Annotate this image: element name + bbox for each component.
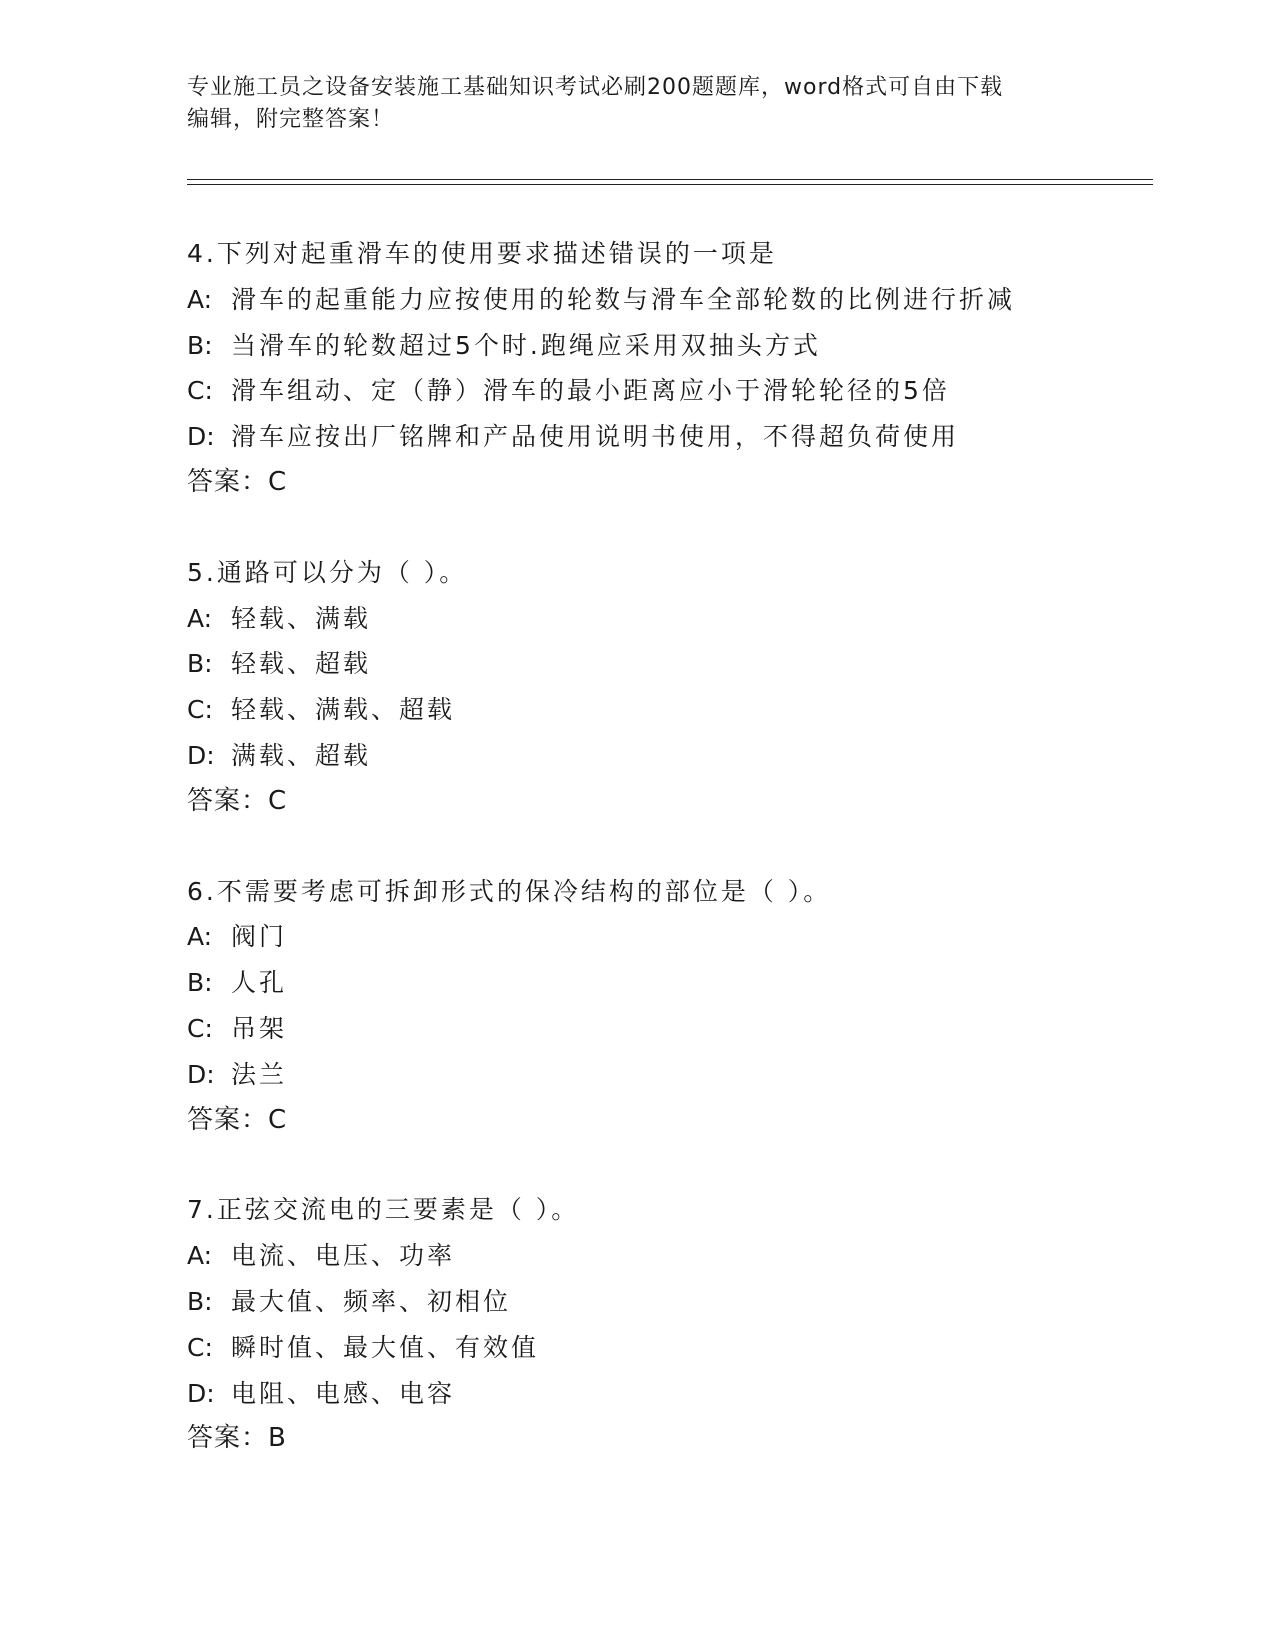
question-7 <box>187 1187 1147 1462</box>
header-line-1: 专业施工员之设备安装施工基础知识考试必刷200题题库，word格式可自由下载 <box>187 75 1004 100</box>
option-c <box>187 368 1147 414</box>
answer: 答案：C <box>187 466 288 497</box>
option-b <box>187 323 1147 369</box>
option-key: C: <box>187 1332 213 1362</box>
answer: 答案：C <box>187 1104 288 1135</box>
option-c <box>187 1006 1147 1052</box>
header-line-2: 编辑，附完整答案！ <box>187 107 395 132</box>
option-text: 轻载、超载 <box>231 649 372 679</box>
option-text: 电流、电压、功率 <box>231 1241 456 1271</box>
option-text: 电阻、电感、电容 <box>231 1378 456 1408</box>
option-text: 滑车应按出厂铭牌和产品使用说明书使用，不得超负荷使用 <box>231 422 960 452</box>
question-stem: 5.通路可以分为（ ）。 <box>187 557 468 587</box>
option-a <box>187 1233 1147 1279</box>
option-key: A: <box>187 1241 213 1271</box>
option-key: A: <box>187 284 213 314</box>
option-key: D: <box>187 1059 215 1089</box>
option-key: D: <box>187 422 215 452</box>
option-key: C: <box>187 376 213 406</box>
option-key: B: <box>187 649 213 679</box>
option-key: B: <box>187 330 213 360</box>
option-text: 人孔 <box>231 968 288 998</box>
option-d <box>187 1371 1147 1417</box>
answer: 答案：C <box>187 785 288 816</box>
question-stem: 4.下列对起重滑车的使用要求描述错误的一项是 <box>187 239 777 268</box>
question-stem: 6.不需要考虑可拆卸形式的保冷结构的部位是（ ）。 <box>187 876 832 906</box>
question-4 <box>187 231 1147 506</box>
question-5 <box>187 550 1147 825</box>
option-key: B: <box>187 968 213 998</box>
header-divider-bottom <box>187 184 1153 185</box>
option-key: A: <box>187 922 213 952</box>
option-b <box>187 960 1147 1006</box>
option-a <box>187 277 1147 323</box>
question-stem: 7.正弦交流电的三要素是（ ）。 <box>187 1195 580 1225</box>
option-text: 滑车组动、定（静）滑车的最小距离应小于滑轮轮径的5倍 <box>231 376 950 406</box>
option-text: 满载、超载 <box>231 740 372 770</box>
answer: 答案：B <box>187 1423 287 1454</box>
option-b <box>187 641 1147 687</box>
option-d <box>187 414 1147 460</box>
option-a <box>187 914 1147 960</box>
option-key: C: <box>187 695 213 725</box>
option-c <box>187 687 1147 733</box>
option-text: 当滑车的轮数超过5个时.跑绳应采用双抽头方式 <box>231 330 821 360</box>
option-text: 阀门 <box>231 922 288 952</box>
option-d <box>187 733 1147 779</box>
option-key: D: <box>187 1378 215 1408</box>
option-b <box>187 1279 1147 1325</box>
option-key: A: <box>187 603 213 633</box>
question-list <box>187 231 1147 1506</box>
option-text: 瞬时值、最大值、有效值 <box>231 1332 540 1362</box>
option-a <box>187 596 1147 642</box>
option-text: 轻载、满载 <box>231 603 372 633</box>
option-text: 滑车的起重能力应按使用的轮数与滑车全部轮数的比例进行折减 <box>231 284 1016 314</box>
document-header <box>187 72 1067 136</box>
option-key: B: <box>187 1286 213 1316</box>
question-6 <box>187 869 1147 1144</box>
option-d <box>187 1052 1147 1098</box>
option-text: 法兰 <box>231 1059 288 1089</box>
option-text: 吊架 <box>231 1013 288 1043</box>
option-text: 轻载、满载、超载 <box>231 695 456 725</box>
header-divider-top <box>187 179 1153 180</box>
option-text: 最大值、频率、初相位 <box>231 1286 512 1316</box>
option-key: C: <box>187 1013 213 1043</box>
option-c <box>187 1325 1147 1371</box>
option-key: D: <box>187 740 215 770</box>
